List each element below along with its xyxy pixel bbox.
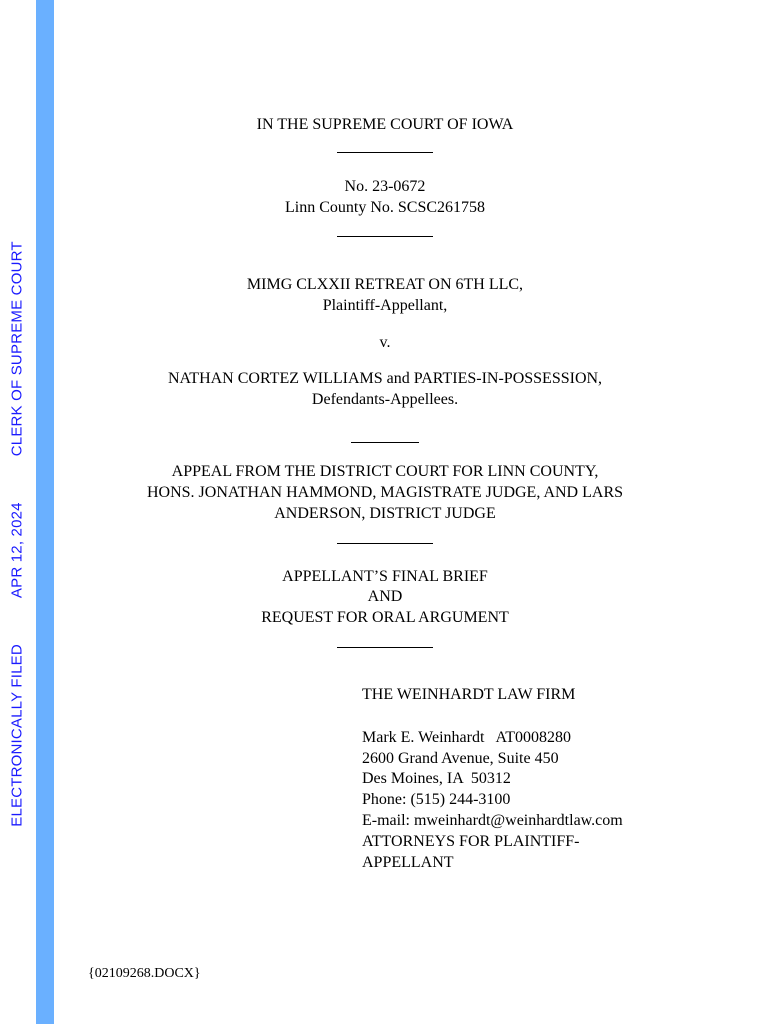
plaintiff-name: MIMG CLXXII RETREAT ON 6TH LLC,: [246, 276, 524, 293]
defendant-role: Defendants-Appellees.: [311, 391, 459, 408]
firm-address-line-2: Des Moines, IA 50312: [362, 770, 511, 787]
county-number: Linn County No. SCSC261758: [284, 199, 486, 216]
brief-title-line-3: REQUEST FOR ORAL ARGUMENT: [261, 609, 509, 626]
court-heading: IN THE SUPREME COURT OF IOWA: [256, 116, 514, 133]
versus-text: v.: [379, 334, 391, 351]
case-number: No. 23-0672: [344, 178, 426, 195]
stamp-date-text: APR 12, 2024: [8, 502, 26, 599]
divider-rule: [0, 428, 770, 449]
defendant-name: NATHAN CORTEZ WILLIAMS and PARTIES-IN-POSSESSION,: [167, 370, 603, 387]
appeal-line-3: ANDERSON, DISTRICT JUDGE: [274, 505, 496, 522]
brief-title-line-2: AND: [367, 588, 403, 605]
firm-phone: Phone: (515) 244-3100: [362, 791, 511, 808]
appeal-line-1: APPEAL FROM THE DISTRICT COURT FOR LINN COUNTY,: [171, 463, 599, 480]
divider-rule: [0, 529, 770, 550]
firm-address-line-1: 2600 Grand Avenue, Suite 450: [362, 750, 559, 767]
appeal-line-2: HONS. JONATHAN HAMMOND, MAGISTRATE JUDGE, AND LARS: [146, 484, 624, 501]
divider-rule: [0, 633, 770, 654]
stamp-filed-text: ELECTRONICALLY FILED: [8, 644, 26, 827]
attorney-role-line-2: APPELLANT: [362, 854, 454, 871]
divider-rule: [0, 222, 770, 243]
stamp-clerk-text: CLERK OF SUPREME COURT: [8, 241, 26, 457]
document-id-footer: {02109268.DOCX}: [88, 966, 201, 981]
plaintiff-role: Plaintiff-Appellant,: [322, 297, 448, 314]
divider-rule: [0, 138, 770, 159]
firm-email: E-mail: mweinhardt@weinhardtlaw.com: [362, 812, 623, 829]
brief-title-line-1: APPELLANT’S FINAL BRIEF: [282, 568, 488, 585]
attorney-role-line-1: ATTORNEYS FOR PLAINTIFF-: [362, 833, 580, 850]
attorney-name: Mark E. Weinhardt AT0008280: [362, 729, 572, 746]
law-firm-name: THE WEINHARDT LAW FIRM: [362, 686, 576, 703]
